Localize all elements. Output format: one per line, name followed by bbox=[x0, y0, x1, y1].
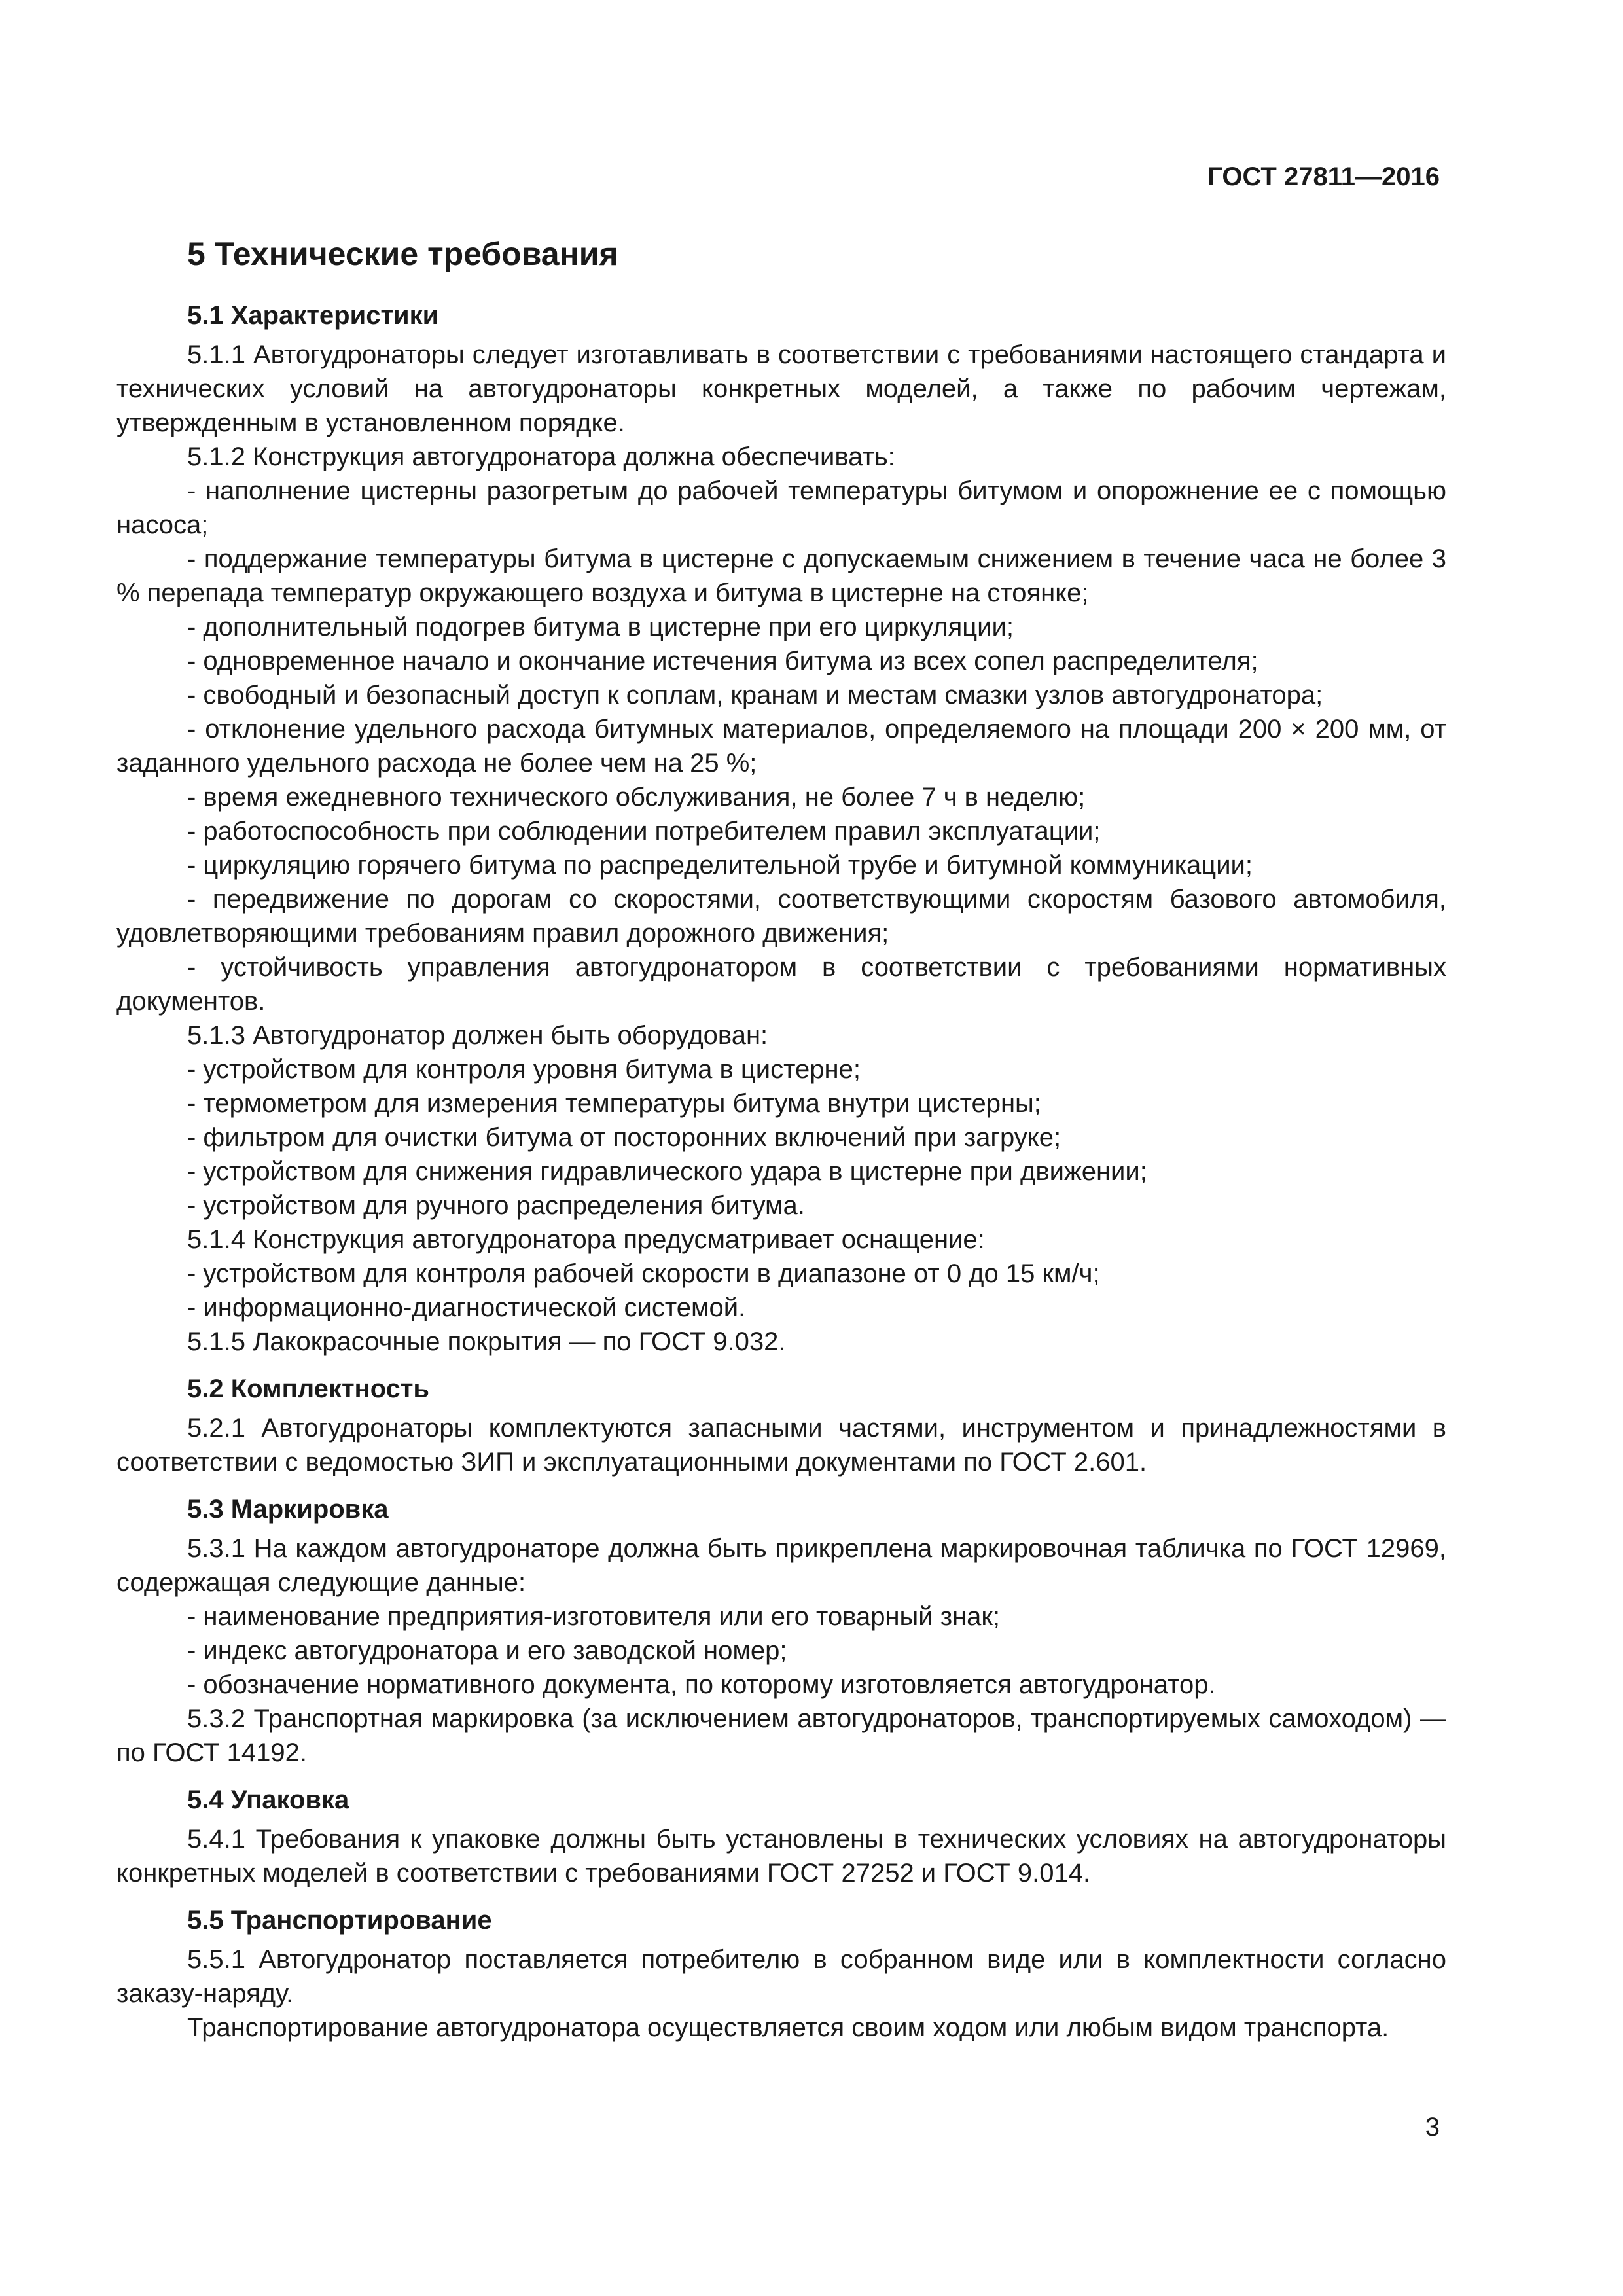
paragraph-5-3-1: 5.3.1 На каждом автогудронаторе должна быть прикреплена маркировочная табличка по ГОСТ 12969, содержащая следующие данные: bbox=[116, 1534, 1446, 1597]
list-item: - передвижение по дорогам со скоростями, соответствующими скоростям базового автомобиля, удовлетворяющими требованиям правил дорожного движения; bbox=[116, 885, 1446, 948]
list-item: - одновременное начало и окончание истечения битума из всех сопел распределителя; bbox=[187, 647, 1258, 675]
document-body bbox=[116, 234, 1446, 2045]
standard-designation: ГОСТ 27811—2016 bbox=[1207, 162, 1440, 191]
list-item: - циркуляцию горячего битума по распределительной трубе и битумной коммуникации; bbox=[187, 851, 1253, 880]
subsection-title-5-5: 5.5 Транспортирование bbox=[187, 1906, 492, 1935]
list-item: - работоспособность при соблюдении потребителем правил эксплуатации; bbox=[187, 817, 1101, 846]
paragraph-5-5-1-continued: Транспортирование автогудронатора осуществляется своим ходом или любым видом транспорта. bbox=[187, 2013, 1389, 2042]
paragraph-5-3-2: 5.3.2 Транспортная маркировка (за исключением автогудронаторов, транспортируемых самоходом) — по ГОСТ 14192. bbox=[116, 1704, 1446, 1767]
paragraph-5-1-2: 5.1.2 Конструкция автогудронатора должна обеспечивать: bbox=[187, 442, 895, 471]
paragraph-5-2-1: 5.2.1 Автогудронаторы комплектуются запасными частями, инструментом и принадлежностями в соответствии с ведомостью ЗИП и эксплуатационными документами по ГОСТ 2.601. bbox=[116, 1414, 1446, 1477]
paragraph-5-4-1: 5.4.1 Требования к упаковке должны быть установлены в технических условиях на автогудронаторы конкретных моделей в соответствии с требованиями ГОСТ 27252 и ГОСТ 9.014. bbox=[116, 1825, 1446, 1888]
paragraph-5-1-3: 5.1.3 Автогудронатор должен быть оборудован: bbox=[187, 1021, 768, 1050]
list-item: - фильтром для очистки битума от посторонних включений при загруке; bbox=[187, 1123, 1061, 1152]
list-item: - время ежедневного технического обслуживания, не более 7 ч в неделю; bbox=[187, 783, 1086, 812]
list-item: - наполнение цистерны разогретым до рабочей температуры битумом и опорожнение ее с помощью насоса; bbox=[116, 476, 1446, 539]
list-item: - информационно-диагностической системой. bbox=[187, 1293, 746, 1322]
list-item: - устойчивость управления автогудронатором в соответствии с требованиями нормативных документов. bbox=[116, 953, 1446, 1016]
list-item: - наименование предприятия-изготовителя или его товарный знак; bbox=[187, 1602, 1001, 1631]
paragraph-5-1-1: 5.1.1 Автогудронаторы следует изготавливать в соответствии с требованиями настоящего стандарта и технических условий на автогудронаторы конкретных моделей, а также по рабочим чертежам, утвержденным в установленном порядке. bbox=[116, 340, 1446, 437]
paragraph-5-5-1: 5.5.1 Автогудронатор поставляется потребителю в собранном виде или в комплектности согласно заказу-наряду. bbox=[116, 1945, 1446, 2008]
list-item: - обозначение нормативного документа, по которому изготовляется автогудронатор. bbox=[187, 1670, 1216, 1699]
list-item: - поддержание температуры битума в цистерне с допускаемым снижением в течение часа не более 3 % перепада температур окружающего воздуха и битума в цистерне на стоянке; bbox=[116, 545, 1446, 607]
section-title: 5 Технические требования bbox=[187, 236, 618, 272]
subsection-title-5-4: 5.4 Упаковка bbox=[187, 1785, 349, 1814]
list-item: - устройством для снижения гидравлического удара в цистерне при движении; bbox=[187, 1157, 1147, 1186]
subsection-title-5-3: 5.3 Маркировка bbox=[187, 1495, 389, 1524]
subsection-title-5-2: 5.2 Комплектность bbox=[187, 1374, 430, 1403]
subsection-title-5-1: 5.1 Характеристики bbox=[187, 301, 439, 330]
list-item: - отклонение удельного расхода битумных материалов, определяемого на площади 200 × 200 мм, от заданного удельного расхода не более чем на 25 %; bbox=[116, 715, 1446, 778]
list-item: - устройством для контроля уровня битума в цистерне; bbox=[187, 1055, 861, 1084]
paragraph-5-1-4: 5.1.4 Конструкция автогудронатора предусматривает оснащение: bbox=[187, 1225, 985, 1254]
list-item: - устройством для ручного распределения битума. bbox=[187, 1191, 805, 1220]
list-item: - термометром для измерения температуры битума внутри цистерны; bbox=[187, 1089, 1041, 1118]
list-item: - свободный и безопасный доступ к соплам, кранам и местам смазки узлов автогудронатора; bbox=[187, 681, 1323, 709]
page-number: 3 bbox=[1425, 2113, 1440, 2142]
list-item: - дополнительный подогрев битума в цистерне при его циркуляции; bbox=[187, 613, 1014, 641]
list-item: - индекс автогудронатора и его заводской номер; bbox=[187, 1636, 787, 1665]
list-item: - устройством для контроля рабочей скорости в диапазоне от 0 до 15 км/ч; bbox=[187, 1259, 1100, 1288]
paragraph-5-1-5: 5.1.5 Лакокрасочные покрытия — по ГОСТ 9.032. bbox=[187, 1327, 786, 1356]
